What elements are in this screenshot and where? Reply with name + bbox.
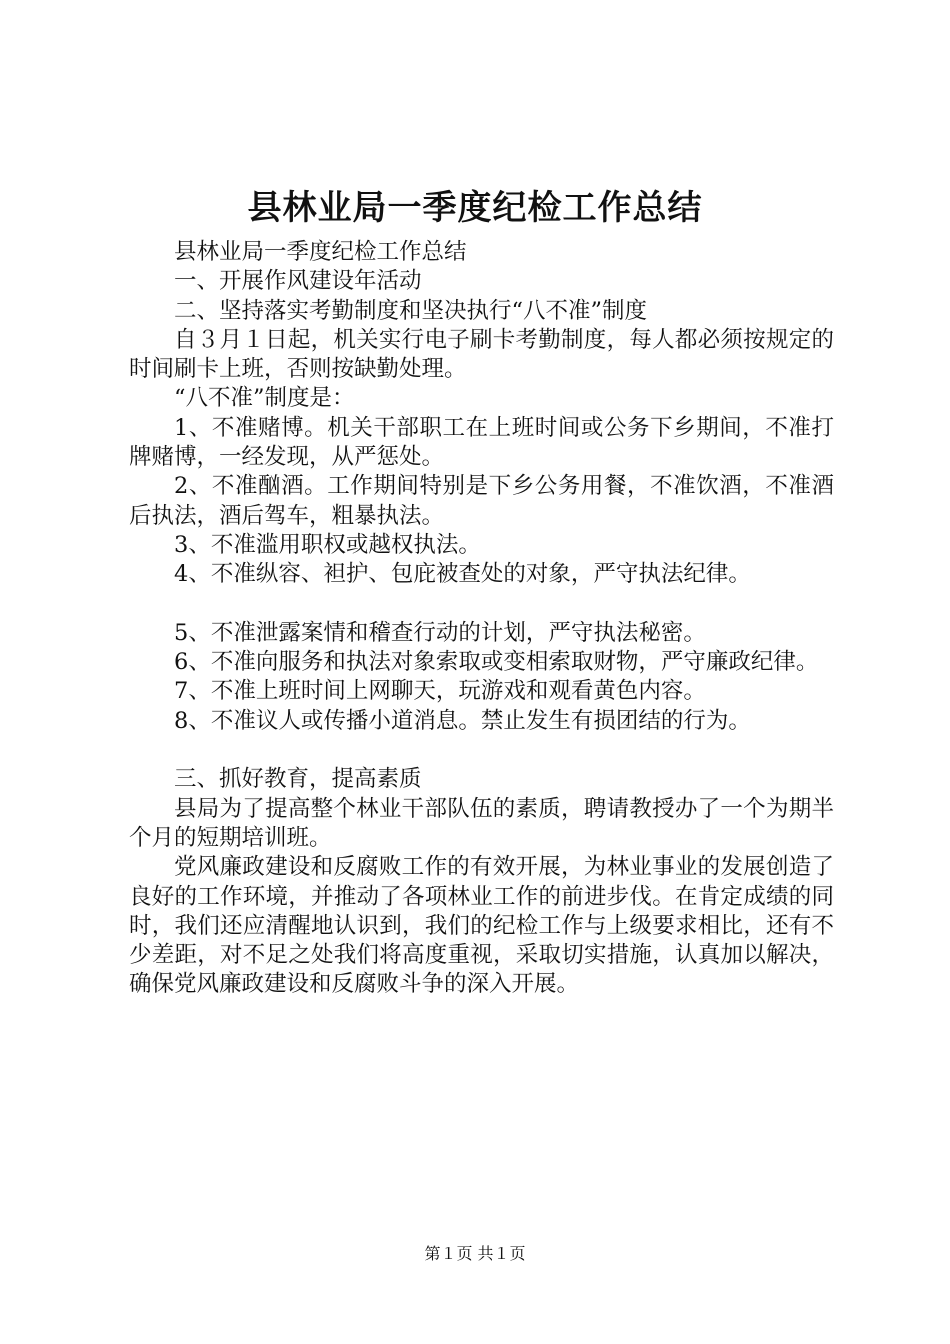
paragraph-conclusion: 党风廉政建设和反腐败工作的有效开展，为林业事业的发展创造了良好的工作环境，并推动了各项林业工作的前进步伐。在肯定成绩的同时，我们还应清醒地认识到，我们的纪检工作与上级要求相比，还有不少差距，对不足之处我们将高度重视，采取切实措施，认真加以解决，确保党风廉政建设和反腐败斗争的深入开展。 <box>129 854 834 998</box>
paragraph-rule-1: 1、不准赌博。机关干部职工在上班时间或公务下乡期间，不准打牌赌博，一经发现，从严惩处。 <box>129 414 834 471</box>
paragraph-eight-rules-intro: “八不准”制度是： <box>174 385 355 412</box>
paragraph-attendance-system: 自３月１日起，机关实行电子刷卡考勤制度，每人都必须按规定的时间刷卡上班，否则按缺勤处理。 <box>129 326 834 383</box>
paragraph-rule-5: 5、不准泄露案情和稽查行动的计划，严守执法秘密。 <box>174 619 706 646</box>
paragraph-section-two-heading: 二、坚持落实考勤制度和坚决执行“八不准”制度 <box>174 297 648 324</box>
paragraph-spacer <box>129 590 834 619</box>
paragraph-section-one-heading: 一、开展作风建设年活动 <box>174 268 422 295</box>
paragraph-rule-7: 7、不准上班时间上网聊天，玩游戏和观看黄色内容。 <box>174 678 706 705</box>
paragraph-rule-3: 3、不准滥用职权或越权执法。 <box>174 531 481 558</box>
document-title: 县林业局一季度纪检工作总结 <box>247 188 703 228</box>
paragraph-training: 县局为了提高整个林业干部队伍的素质，聘请教授办了一个为期半个月的短期培训班。 <box>129 795 834 851</box>
paragraph-rule-4: 4、不准纵容、袒护、包庇被查处的对象，严守执法纪律。 <box>174 561 751 588</box>
paragraph-subtitle: 县林业局一季度纪检工作总结 <box>174 239 467 265</box>
document-body <box>129 238 834 1000</box>
paragraph-spacer <box>129 736 834 765</box>
paragraph-rule-6: 6、不准向服务和执法对象索取或变相索取财物，严守廉政纪律。 <box>174 649 819 676</box>
paragraph-section-three-heading: 三、抓好教育，提高素质 <box>174 766 422 793</box>
paragraph-rule-8: 8、不准议人或传播小道消息。禁止发生有损团结的行为。 <box>174 707 751 734</box>
paragraph-rule-2: 2、不准酗酒。工作期间特别是下乡公务用餐，不准饮酒，不准酒后执法，酒后驾车，粗暴执法。 <box>129 473 834 529</box>
page-footer: 第１页 共１页 <box>424 1244 526 1263</box>
